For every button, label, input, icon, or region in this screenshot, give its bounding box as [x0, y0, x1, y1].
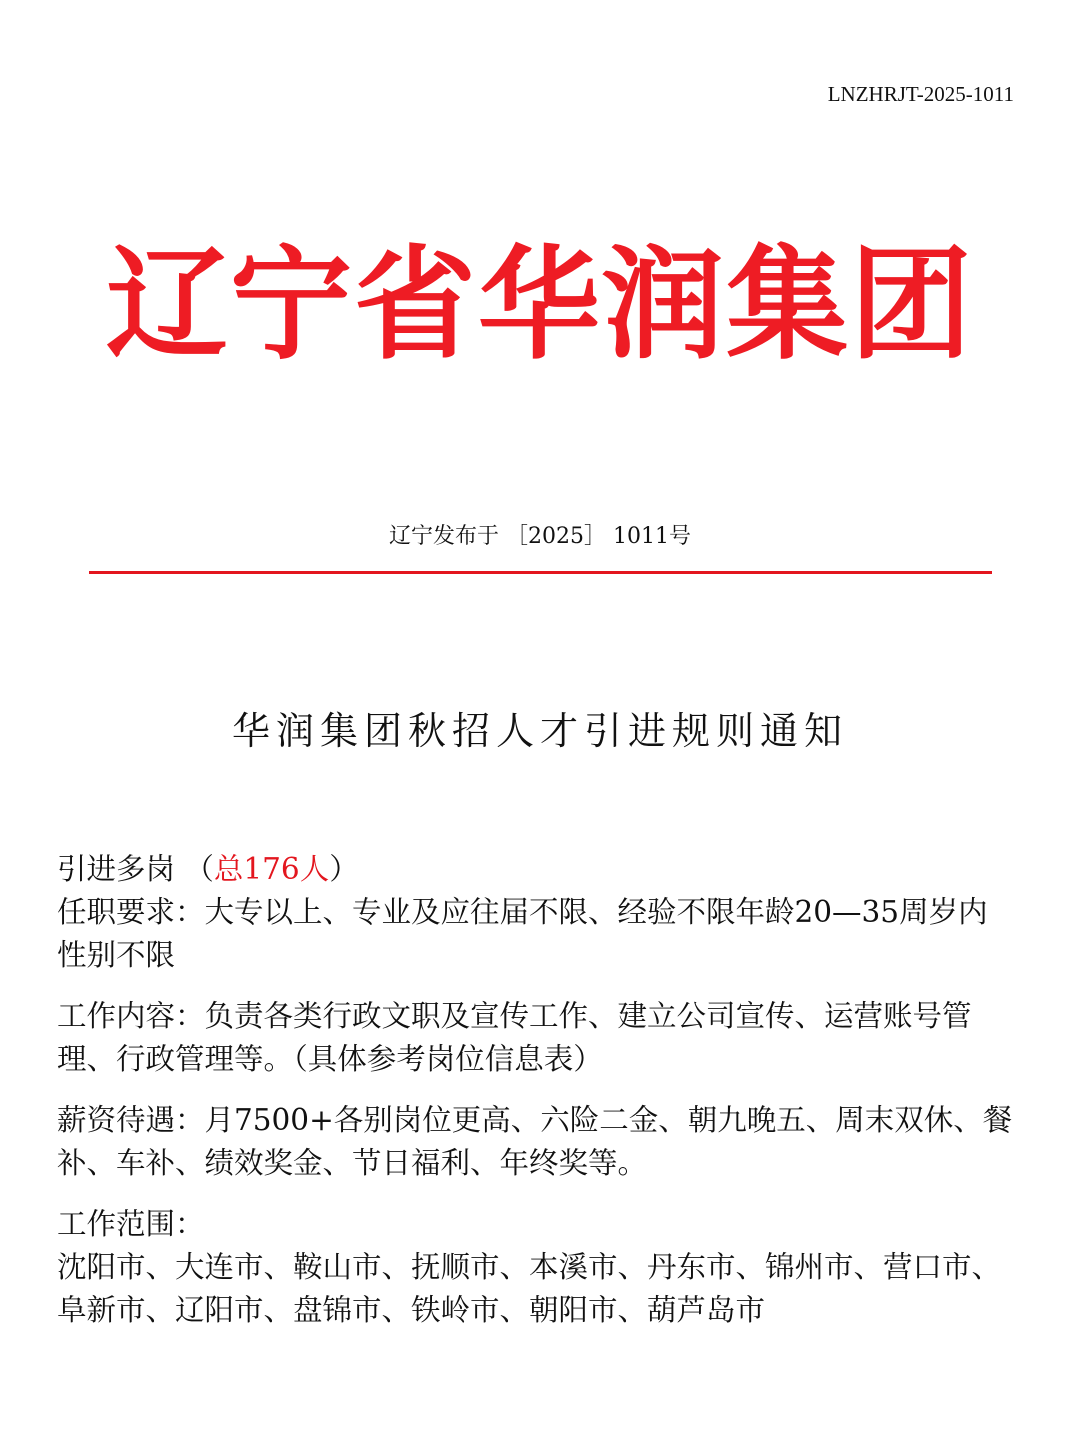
- notice-body: [57, 848, 1047, 1332]
- duties-line-2: 理、行政管理等。（具体参考岗位信息表）: [57, 1042, 603, 1076]
- document-code: LNZHRJT-2025-1011: [827, 82, 1014, 106]
- scope-line: 沈阳市、大连市、鞍山市、抚顺市、本溪市、丹东市、锦州市、营口市、: [57, 1250, 1002, 1284]
- duties-line: 工作内容：负责各类行政文职及宣传工作、建立公司宣传、运营账号管: [57, 999, 972, 1033]
- positions-prefix: 引进多岗 （: [57, 852, 214, 886]
- requirements-line-2: 性别不限: [57, 938, 176, 972]
- positions-suffix: ）: [329, 852, 359, 886]
- salary-line-2: 补、车补、绩效奖金、节日福利、年终奖等。: [57, 1146, 648, 1180]
- scope-label: 工作范围：: [57, 1207, 205, 1241]
- red-divider: [89, 571, 992, 574]
- scope-line-2: 阜新市、辽阳市、盘锦市、铁岭市、朝阳市、葫芦岛市: [57, 1293, 766, 1327]
- positions-total: 总176人: [213, 852, 330, 886]
- positions-line: [57, 848, 1047, 891]
- issue-number: 辽宁发布于 ［2025］ 1011号: [389, 524, 691, 549]
- salary-line: 薪资待遇：月7500+各别岗位更高、六险二金、朝九晚五、周末双休、餐: [57, 1103, 1013, 1137]
- notice-title: 华润集团秋招人才引进规则通知: [231, 709, 848, 753]
- organization-title: 辽宁省华润集团: [106, 234, 974, 376]
- requirements-line: 任职要求：大专以上、专业及应往届不限、经验不限年龄20—35周岁内: [57, 895, 988, 929]
